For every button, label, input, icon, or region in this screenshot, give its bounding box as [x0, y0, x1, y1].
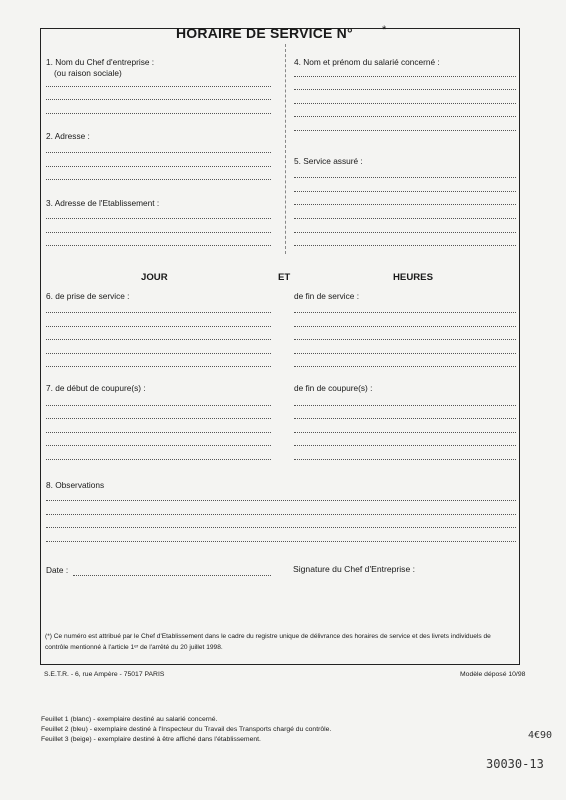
debut-coupure-line-1[interactable]	[46, 405, 271, 406]
service-line-1[interactable]	[294, 177, 516, 178]
adresse-etab-line-1[interactable]	[46, 218, 271, 219]
column-divider	[285, 44, 286, 254]
salarie-line-2[interactable]	[294, 89, 516, 90]
service-line-6[interactable]	[294, 245, 516, 246]
prise-service-line-4[interactable]	[46, 353, 271, 354]
chef-name-sublabel: (ou raison sociale)	[54, 68, 122, 78]
handwritten-code: 30030-13	[486, 757, 544, 771]
fin-service-line-4[interactable]	[294, 353, 516, 354]
footnote-line-2: contrôle mentionné à l'article 1ᵉʳ de l'arrêté du 20 juillet 1998.	[45, 643, 223, 651]
model-deposited: Modèle déposé 10/98	[460, 671, 526, 678]
observations-line-4[interactable]	[46, 541, 516, 542]
observations-label: 8. Observations	[46, 480, 105, 490]
publisher: S.E.T.R. - 6, rue Ampère - 75017 PARIS	[44, 671, 165, 678]
copy-3: Feuillet 3 (beige) - exemplaire destiné à être affiché dans l'établissement.	[41, 736, 261, 743]
debut-coupure-line-4[interactable]	[46, 445, 271, 446]
service-line-5[interactable]	[294, 232, 516, 233]
header-et: ET	[278, 272, 291, 283]
observations-line-1[interactable]	[46, 500, 516, 501]
debut-coupure-line-2[interactable]	[46, 418, 271, 419]
fin-service-line-3[interactable]	[294, 339, 516, 340]
salarie-line-3[interactable]	[294, 103, 516, 104]
service-label: 5. Service assuré :	[294, 156, 363, 166]
fin-coupure-line-1[interactable]	[294, 405, 516, 406]
handwritten-price: 4€90	[528, 730, 553, 741]
chef-name-label: 1. Nom du Chef d'entreprise :	[46, 57, 155, 67]
copy-1: Feuillet 1 (blanc) - exemplaire destiné au salarié concerné.	[41, 716, 218, 723]
fin-coupure-line-4[interactable]	[294, 445, 516, 446]
chef-name-line-2[interactable]	[46, 99, 271, 100]
observations-line-2[interactable]	[46, 514, 516, 515]
chef-name-line-1[interactable]	[46, 86, 271, 87]
debut-coupure-line-5[interactable]	[46, 459, 271, 460]
adresse-line-3[interactable]	[46, 179, 271, 180]
header-heures: HEURES	[393, 272, 433, 283]
service-line-3[interactable]	[294, 204, 516, 205]
form-frame	[40, 28, 520, 665]
adresse-line-2[interactable]	[46, 166, 271, 167]
date-field[interactable]	[73, 575, 271, 576]
debut-coupure-line-3[interactable]	[46, 432, 271, 433]
prise-service-line-5[interactable]	[46, 366, 271, 367]
service-line-2[interactable]	[294, 191, 516, 192]
fin-service-line-2[interactable]	[294, 326, 516, 327]
header-jour: JOUR	[141, 272, 168, 283]
fin-coupure-line-5[interactable]	[294, 459, 516, 460]
fin-service-line-1[interactable]	[294, 312, 516, 313]
form-title: HORAIRE DE SERVICE N°	[176, 25, 353, 41]
footnote-line-1: (*) Ce numéro est attribué par le Chef d'Etablissement dans le cadre du registre unique de délivrance des horaires de service et des livrets individuels de	[45, 633, 491, 640]
adresse-line-1[interactable]	[46, 152, 271, 153]
prise-service-label: 6. de prise de service :	[46, 291, 130, 301]
chef-name-line-3[interactable]	[46, 113, 271, 114]
fin-coupure-line-3[interactable]	[294, 432, 516, 433]
copy-2: Feuillet 2 (bleu) - exemplaire destiné à l'Inspecteur du Travail des Transports chargé du contrôle.	[41, 726, 332, 733]
adresse-etab-line-3[interactable]	[46, 245, 271, 246]
title-asterisk: *	[382, 24, 387, 36]
salarie-line-5[interactable]	[294, 130, 516, 131]
service-line-4[interactable]	[294, 218, 516, 219]
adresse-label: 2. Adresse :	[46, 131, 90, 141]
fin-coupure-line-2[interactable]	[294, 418, 516, 419]
observations-line-3[interactable]	[46, 527, 516, 528]
prise-service-line-2[interactable]	[46, 326, 271, 327]
prise-service-line-1[interactable]	[46, 312, 271, 313]
adresse-etab-line-2[interactable]	[46, 232, 271, 233]
fin-service-line-5[interactable]	[294, 366, 516, 367]
debut-coupure-label: 7. de début de coupure(s) :	[46, 383, 146, 393]
signature-label: Signature du Chef d'Entreprise :	[293, 564, 416, 574]
prise-service-line-3[interactable]	[46, 339, 271, 340]
adresse-etab-label: 3. Adresse de l'Etablissement :	[46, 198, 160, 208]
footnote	[45, 632, 515, 653]
fin-service-label: de fin de service :	[294, 291, 360, 301]
date-label: Date :	[46, 565, 69, 575]
fin-coupure-label: de fin de coupure(s) :	[294, 383, 373, 393]
salarie-label: 4. Nom et prénom du salarié concerné :	[294, 57, 440, 67]
salarie-line-4[interactable]	[294, 116, 516, 117]
salarie-line-1[interactable]	[294, 76, 516, 77]
